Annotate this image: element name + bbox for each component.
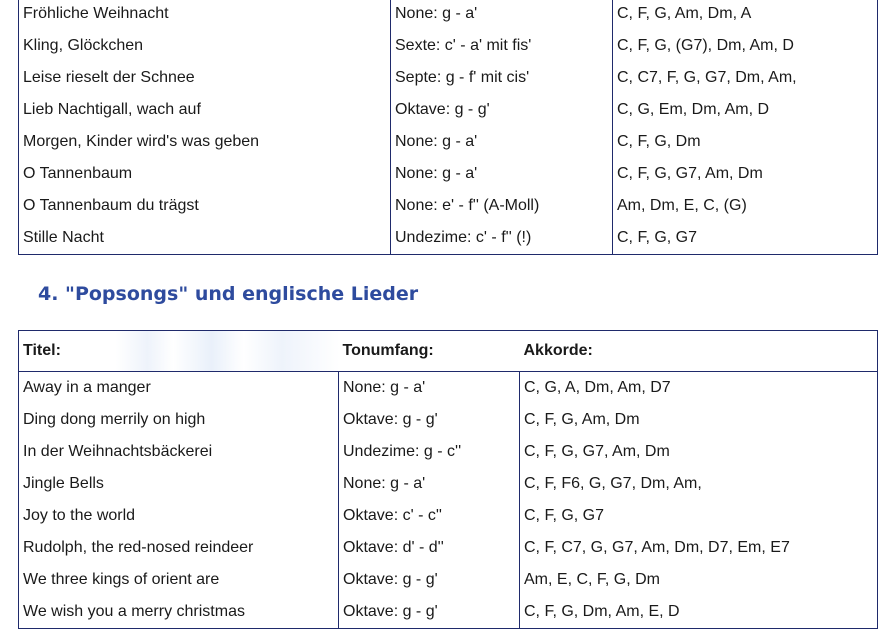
header-chords: Akkorde: [520, 331, 878, 372]
table-row [19, 372, 878, 405]
song-title-cell: Lieb Nachtigall, wach auf [23, 101, 201, 118]
song-title-cell: Rudolph, the red-nosed reindeer [23, 539, 254, 556]
song-title-cell: Joy to the world [23, 507, 136, 524]
chords-cell: C, C7, F, G, G7, Dm, Am, [613, 62, 878, 94]
chords-cell: C, F, G, Am, Dm, A [613, 0, 878, 30]
range-cell: Oktave: d' - d'' [339, 532, 520, 564]
table-row [19, 0, 878, 30]
table-row [19, 126, 878, 158]
chords-cell: C, F, G, G7 [520, 500, 878, 532]
table-row [19, 190, 878, 222]
chords-cell: C, F, C7, G, G7, Am, Dm, D7, Em, E7 [520, 532, 878, 564]
chords-cell: C, F, F6, G, G7, Dm, Am, [520, 468, 878, 500]
table-row [19, 404, 878, 436]
song-title-cell: Jingle Bells [23, 475, 104, 492]
chords-cell: C, F, G, Am, Dm [520, 404, 878, 436]
chords-cell: C, F, G, Dm [613, 126, 878, 158]
song-title-cell: We wish you a merry christmas [23, 603, 245, 620]
table-row [19, 30, 878, 62]
table-row [19, 222, 878, 255]
range-cell: Undezime: g - c'' [339, 436, 520, 468]
song-title-cell: Kling, Glöckchen [23, 37, 144, 54]
chords-cell: C, F, G, (G7), Dm, Am, D [613, 30, 878, 62]
table-row [19, 62, 878, 94]
range-cell: Undezime: c' - f'' (!) [391, 222, 613, 255]
chords-cell: C, F, G, G7, Am, Dm [613, 158, 878, 190]
table-row [19, 532, 878, 564]
song-title-cell: Morgen, Kinder wird's was geben [23, 133, 260, 150]
chords-cell: C, F, G, Dm, Am, E, D [520, 596, 878, 629]
range-cell: None: g - a' [339, 372, 520, 405]
range-cell: Oktave: g - g' [391, 94, 613, 126]
song-title-cell: Ding dong merrily on high [23, 411, 206, 428]
section-heading: 4. "Popsongs" und englische Lieder [38, 283, 419, 305]
table-row [19, 596, 878, 629]
range-cell: None: g - a' [339, 468, 520, 500]
range-cell: Sexte: c' - a' mit fis' [391, 30, 613, 62]
range-cell: Oktave: g - g' [339, 564, 520, 596]
chords-cell: C, G, Em, Dm, Am, D [613, 94, 878, 126]
table-row [19, 468, 878, 500]
range-cell: Oktave: g - g' [339, 596, 520, 629]
song-title-cell: Stille Nacht [23, 229, 104, 246]
song-title-cell: O Tannenbaum du trägst [23, 197, 199, 214]
popsongs-table [18, 330, 878, 629]
table-row [19, 564, 878, 596]
christmas-songs-table [18, 0, 878, 255]
range-cell: None: g - a' [391, 158, 613, 190]
chords-cell: Am, Dm, E, C, (G) [613, 190, 878, 222]
chords-cell: C, G, A, Dm, Am, D7 [520, 372, 878, 405]
table-row [19, 158, 878, 190]
range-cell: Septe: g - f' mit cis' [391, 62, 613, 94]
chords-cell: Am, E, C, F, G, Dm [520, 564, 878, 596]
chords-cell: C, F, G, G7, Am, Dm [520, 436, 878, 468]
header-title: Titel: [19, 331, 339, 372]
range-cell: None: g - a' [391, 0, 613, 30]
song-title-cell: Leise rieselt der Schnee [23, 69, 195, 86]
table-row [19, 500, 878, 532]
table-header-row [19, 331, 878, 372]
table-row [19, 436, 878, 468]
range-cell: Oktave: g - g' [339, 404, 520, 436]
song-title-cell: We three kings of orient are [23, 571, 220, 588]
song-title-cell: Away in a manger [23, 379, 151, 396]
song-title-cell: O Tannenbaum [23, 165, 133, 182]
song-title-cell: Fröhliche Weihnacht [23, 5, 169, 22]
range-cell: Oktave: c' - c'' [339, 500, 520, 532]
range-cell: None: e' - f'' (A-Moll) [391, 190, 613, 222]
song-title-cell: In der Weihnachtsbäckerei [23, 443, 213, 460]
chords-cell: C, F, G, G7 [613, 222, 878, 255]
range-cell: None: g - a' [391, 126, 613, 158]
table-row [19, 94, 878, 126]
header-range: Tonumfang: [339, 331, 520, 372]
